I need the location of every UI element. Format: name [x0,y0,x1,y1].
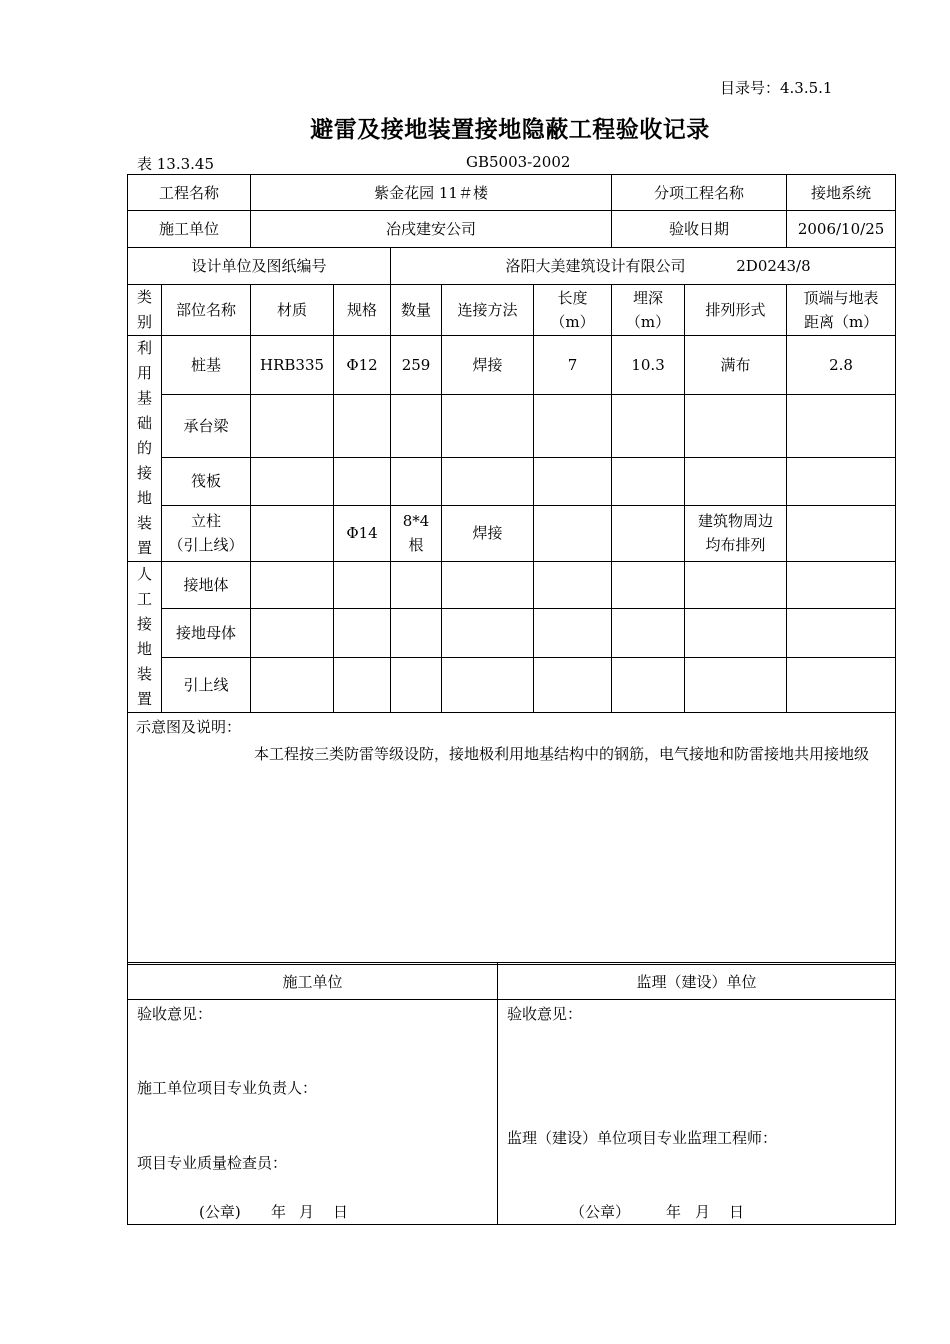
design-label: 设计单位及图纸编号 [128,248,391,285]
pile-length: 7 [534,336,612,395]
notes-row [128,713,896,965]
header-material: 材质 [251,285,334,336]
empty-cell [685,457,787,505]
empty-cell [442,657,534,712]
group1-char: 用 [136,364,152,382]
info-row-1 [128,175,896,211]
raft-part: 筏板 [162,457,251,505]
group1-char: 基 [136,389,152,407]
contractor-seal-label: (公章) [199,1203,241,1221]
empty-cell [334,395,391,457]
accept-date-label: 验收日期 [612,211,787,248]
header-category-1: 类 [136,288,152,306]
pile-spec: Φ12 [334,336,391,395]
empty-cell [391,609,442,657]
drawing-number: 2D0243/8 [736,257,811,275]
empty-cell [251,457,334,505]
supervisor-year-label: 年 [666,1203,682,1221]
header-top-distance-1: 顶端与地表 [803,289,879,307]
header-quantity: 数量 [391,285,442,336]
header-part: 部位名称 [162,285,251,336]
empty-cell [612,505,685,561]
notes-label: 示意图及说明： [136,718,242,736]
column-layout-1: 建筑物周边 [698,512,774,531]
group2-char: 装 [136,665,152,683]
header-length-1: 长度 [557,289,588,307]
group1-char: 地 [136,489,152,507]
group2-char: 接 [136,615,152,633]
pile-part: 桩基 [162,336,251,395]
contractor-header: 施工单位 [128,963,498,1000]
header-connection: 连接方法 [442,285,534,336]
group1-char: 接 [136,464,152,482]
contractor-value: 冶戌建安公司 [251,211,612,248]
design-unit: 洛阳大美建筑设计有限公司 [505,257,686,275]
group1-char: 装 [136,514,152,532]
empty-cell [251,505,334,561]
column-part-1: 立柱 [191,512,222,531]
empty-cell [251,562,334,609]
standard-code: GB5003-2002 [466,153,571,171]
table-row-downlead [128,657,896,712]
group2-char: 工 [136,590,152,608]
supervisor-day-label: 日 [729,1203,745,1221]
pile-layout: 满布 [685,336,787,395]
group1-char: 础 [136,414,152,432]
empty-cell [612,609,685,657]
header-depth-2: （m） [625,313,671,331]
signoff-table [127,962,896,1225]
table-row-raft [128,457,896,505]
empty-cell [685,657,787,712]
table-number: 表 13.3.45 [137,155,215,173]
column-quantity-1: 8*4 [402,512,430,531]
supervisor-month-label: 月 [695,1203,711,1221]
empty-cell [251,395,334,457]
sub-project-label: 分项工程名称 [612,175,787,211]
empty-cell [685,562,787,609]
empty-cell [534,505,612,561]
page-title: 避雷及接地装置接地隐蔽工程验收记录 [310,116,710,143]
empty-cell [534,657,612,712]
empty-cell [334,609,391,657]
empty-cell [442,609,534,657]
group1-char: 的 [136,439,152,457]
supervisor-engineer-label: 监理（建设）单位项目专业监理工程师： [507,1129,778,1147]
contractor-inspector-label: 项目专业质量检查员： [137,1154,288,1172]
contractor-manager-label: 施工单位项目专业负责人： [137,1079,318,1097]
empty-cell [787,657,896,712]
group1-char: 置 [136,539,152,557]
contractor-signoff [128,1000,498,1225]
pile-top-distance: 2.8 [787,336,896,395]
empty-cell [334,457,391,505]
contractor-opinion-label: 验收意见： [137,1005,213,1023]
empty-cell [787,562,896,609]
empty-cell [442,395,534,457]
empty-cell [612,562,685,609]
empty-cell [391,562,442,609]
contractor-label: 施工单位 [128,211,251,248]
group2-char: 置 [136,690,152,708]
empty-cell [534,457,612,505]
empty-cell [251,657,334,712]
empty-cell [334,657,391,712]
info-row-3 [128,248,896,285]
column-quantity-2: 根 [408,536,424,555]
contractor-day-label: 日 [333,1203,349,1221]
empty-cell [334,562,391,609]
electrode-part: 接地体 [162,562,251,609]
downlead-part: 引上线 [162,657,251,712]
header-depth-1: 埋深 [633,289,664,307]
table-row-pile [128,336,896,395]
column-header-row [128,285,896,336]
info-row-2 [128,211,896,248]
group2-char: 人 [136,565,152,583]
column-spec: Φ14 [334,505,391,561]
header-depth [612,285,685,336]
header-layout: 排列形式 [685,285,787,336]
group2-char: 地 [136,640,152,658]
header-length-2: （m） [550,313,595,331]
empty-cell [391,457,442,505]
empty-cell [787,505,896,561]
notes-text: 本工程按三类防雷等级设防，接地极利用地基结构中的钢筋，电气接地和防雷接地共用接地级 [254,745,870,763]
empty-cell [251,609,334,657]
empty-cell [534,562,612,609]
supervisor-seal-label: （公章） [570,1203,631,1221]
accept-date-value: 2006/10/25 [787,211,896,248]
header-length [534,285,612,336]
supervisor-opinion-label: 验收意见： [507,1005,583,1023]
header-top-distance [787,285,896,336]
table-row-electrode [128,562,896,609]
design-value [391,248,896,285]
cap-beam-part: 承台梁 [162,395,251,457]
empty-cell [612,657,685,712]
inspection-table [127,174,896,965]
pile-connection: 焊接 [442,336,534,395]
pile-quantity: 259 [391,336,442,395]
project-name-value: 紫金花园 11＃楼 [251,175,612,211]
column-layout-2: 均布排列 [705,536,766,555]
header-top-distance-2: 距离（m） [803,313,879,331]
empty-cell [787,395,896,457]
empty-cell [685,609,787,657]
empty-cell [787,457,896,505]
empty-cell [612,457,685,505]
supervisor-header: 监理（建设）单位 [498,963,896,1000]
empty-cell [685,395,787,457]
column-connection: 焊接 [442,505,534,561]
column-part-2: （引上线） [168,536,244,555]
empty-cell [391,395,442,457]
empty-cell [787,609,896,657]
notes-cell [128,713,896,965]
pile-material: HRB335 [251,336,334,395]
sub-project-value: 接地系统 [787,175,896,211]
empty-cell [391,657,442,712]
contractor-year-label: 年 [271,1203,287,1221]
column-layout [685,505,787,561]
empty-cell [534,395,612,457]
header-category-2: 别 [136,313,152,331]
empty-cell [612,395,685,457]
catalog-number: 目录号：4.3.5.1 [720,79,833,97]
table-row-column [128,505,896,561]
empty-cell [442,457,534,505]
pile-depth: 10.3 [612,336,685,395]
empty-cell [534,609,612,657]
group-foundation-grounding [128,336,162,562]
header-category [128,285,162,336]
column-quantity [391,505,442,561]
table-row-busbar [128,609,896,657]
table-row-cap-beam [128,395,896,457]
group1-char: 利 [136,339,152,357]
group-artificial-grounding [128,562,162,713]
supervisor-signoff [498,1000,896,1225]
project-name-label: 工程名称 [128,175,251,211]
column-part [162,505,251,561]
contractor-month-label: 月 [299,1203,315,1221]
busbar-part: 接地母体 [162,609,251,657]
header-spec: 规格 [334,285,391,336]
empty-cell [442,562,534,609]
